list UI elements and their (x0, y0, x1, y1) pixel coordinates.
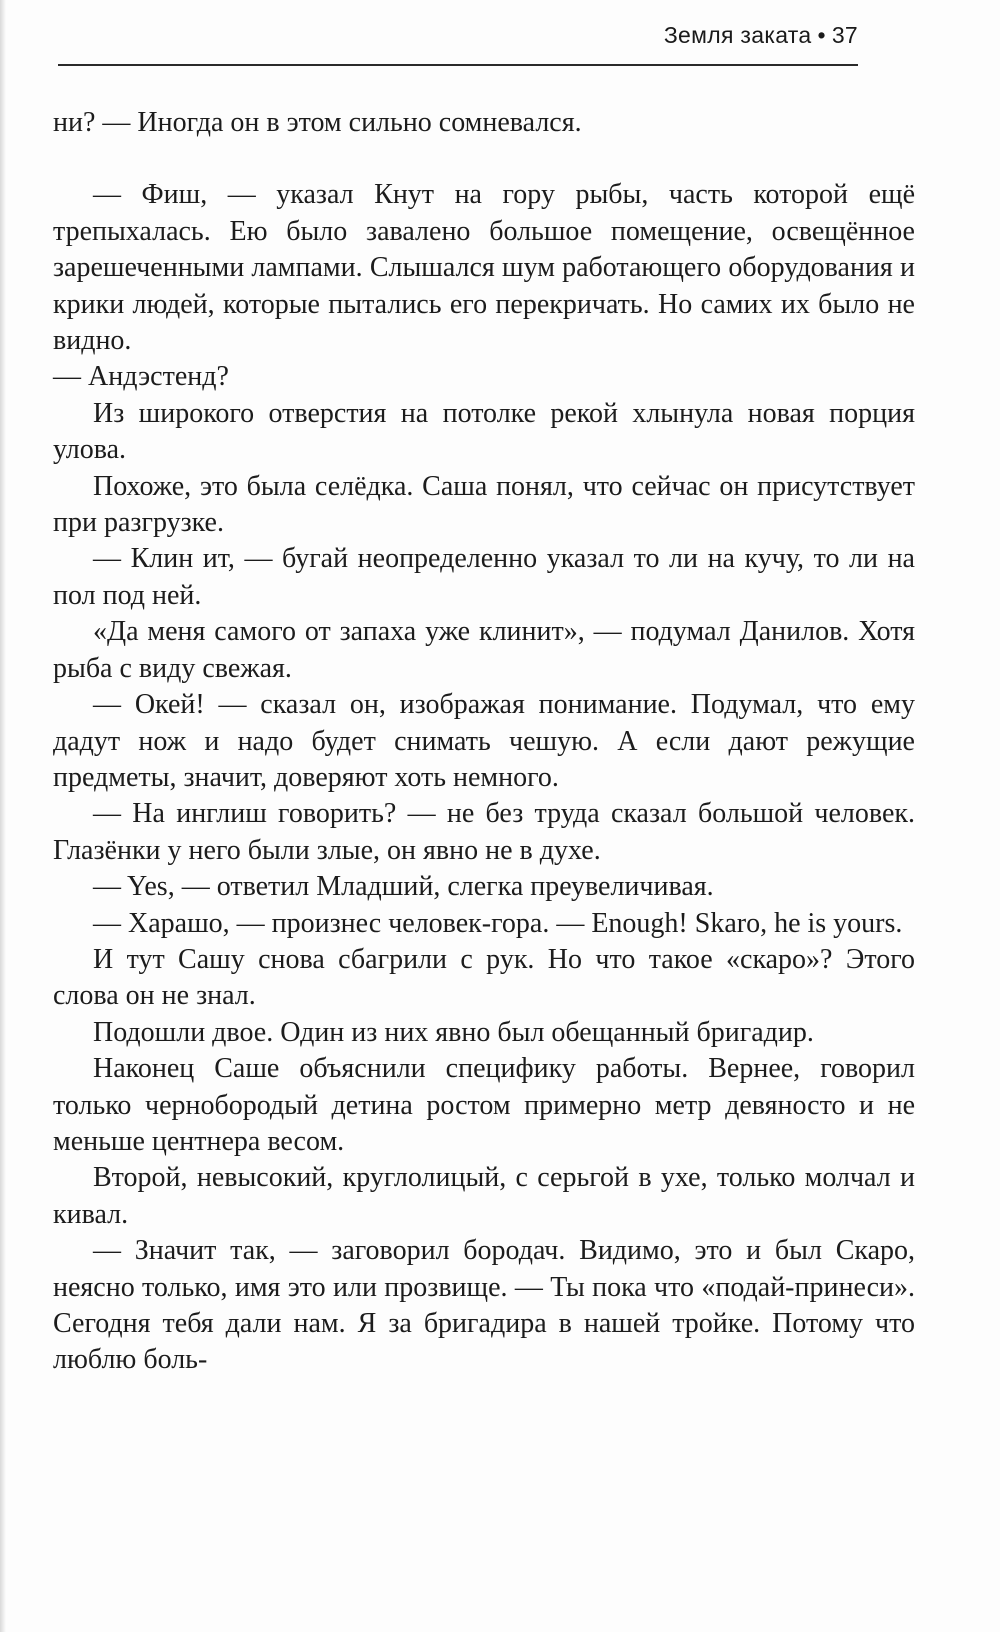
paragraph: — Фиш, — указал Кнут на гору рыбы, часть которой ещё трепыхалась. Ею было завалено большое помещение, освещённое зарешеченными лампами. Слышался шум работающего оборудования и крики людей, которые пытались его перекричать. Но самих их было не видно. (53, 179, 915, 357)
book-title: Земля заката (663, 22, 812, 48)
paragraph: И тут Сашу снова сбагрили с рук. Но что такое «скаро»? Этого слова он не знал. (53, 943, 915, 1012)
paragraph: Наконец Саше объяснили специфику работы. Вернее, говорил только чернобородый детина ростом примерно метр девяносто и не меньше центнера весом. (53, 1053, 915, 1157)
paragraph: — Yes, — ответил Младший, слегка преувеличивая. (93, 871, 714, 903)
header-text (664, 22, 858, 49)
page-number: 37 (831, 22, 858, 48)
paragraph: — Окей! — сказал он, изображая понимание. Подумал, что ему дадут нож и надо будет снимать чешую. А если дают режущие предметы, значит, доверяют хоть немного. (53, 689, 915, 793)
paragraph: ни? — Иногда он в этом сильно сомневался. (53, 107, 582, 138)
paragraph: — Андэстенд? (53, 361, 229, 393)
paragraph: — На инглиш говорить? — не без труда сказал большой человек. Глазёнки у него были злые, он явно не в духе. (53, 798, 915, 866)
paragraph: — Харашо, — произнес человек-гора. — Enough! Skaro, he is yours. (93, 907, 903, 939)
header-separator: • (817, 22, 826, 48)
paragraph: «Да меня самого от запаха уже клинит», — подумал Данилов. Хотя рыба с виду свежая. (53, 616, 915, 684)
paragraph: Похоже, это была селёдка. Саша понял, что сейчас он присутствует при разгрузке. (53, 470, 915, 539)
paragraph: Подошли двое. Один из них явно был обещанный бригадир. (93, 1016, 814, 1048)
paragraph: Второй, невысокий, круглолицый, с серьгой в ухе, только молчал и кивал. (53, 1162, 915, 1230)
paragraph: — Клин ит, — бугай неопределенно указал то ли на кучу, то ли на пол под ней. (53, 543, 915, 611)
page-edge-shadow (0, 0, 6, 1632)
running-header (58, 18, 858, 66)
paragraph: Из широкого отверстия на потолке рекой хлынула новая порция улова. (53, 397, 915, 466)
body-text (53, 105, 915, 1379)
paragraph: — Значит так, — заговорил бородач. Видимо, это и был Скаро, неясно только, имя это или прозвище. — Ты пока что «подай-принеси». Сегодня тебя дали нам. Я за бригадира в нашей тройке. Потому что люблю боль- (53, 1235, 915, 1376)
